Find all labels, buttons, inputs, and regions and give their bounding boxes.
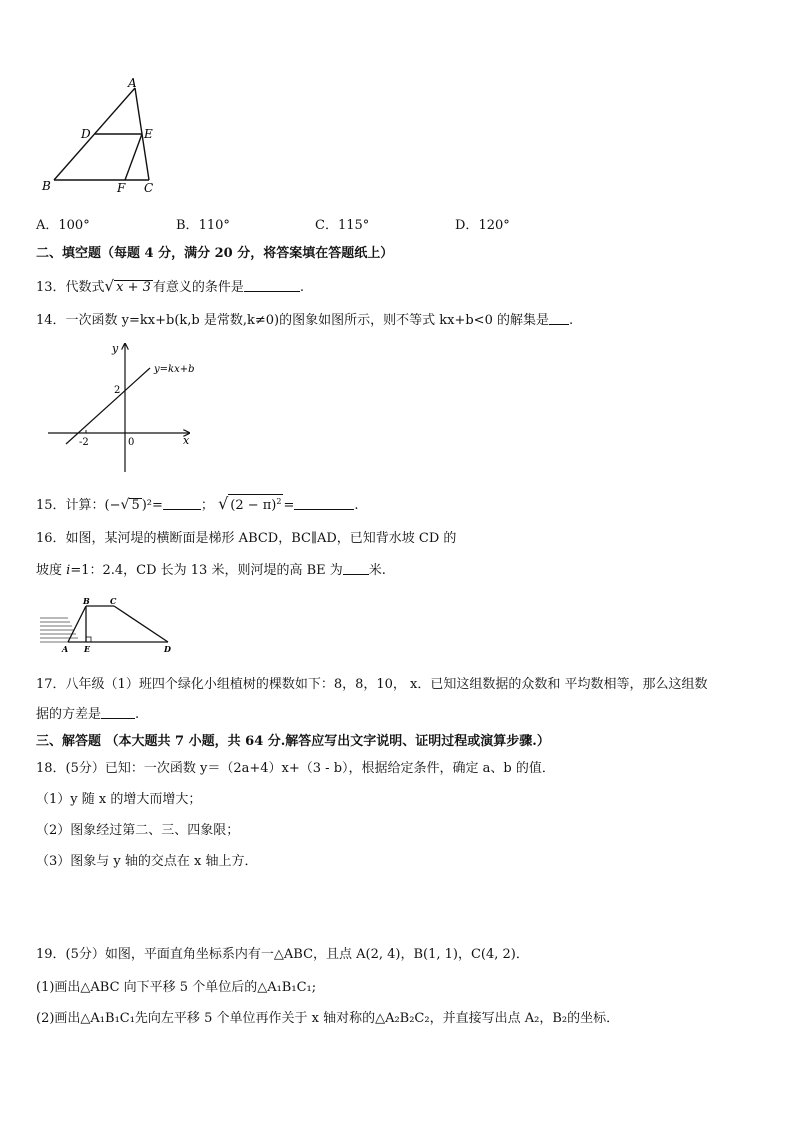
question-14 <box>36 312 573 330</box>
q15-pre: 15．计算：(− <box>36 498 121 513</box>
x-axis-label: x <box>183 434 190 447</box>
question-18-part2: （2）图象经过第二、三、四象限； <box>36 823 240 838</box>
label-D: D <box>81 127 91 141</box>
q13-end: . <box>299 280 305 295</box>
option-a-letter: A． <box>36 218 59 233</box>
question-19-part2: (2)画出△A₁B₁C₁先向左平移 5 个单位再作关于 x 轴对称的△A₂B₂C₂，并直接写出点 A₂，B₂的坐标． <box>36 1011 620 1026</box>
q15-sep: ； <box>200 498 214 513</box>
q15-sqrt-icon-2: √ <box>218 494 229 513</box>
q13-answer-blank[interactable] <box>244 279 300 292</box>
label-A: A <box>128 78 137 90</box>
dam-cross-section-figure <box>38 596 178 656</box>
q13-post: 有意义的条件是 <box>152 280 244 295</box>
question-19-stem: 19．(5分）如图，平面直角坐标系内有一△ABC，且点 A(2, 4)，B(1, 1)，C(4, 2)． <box>36 947 529 962</box>
q16-a: 坡度 <box>36 563 67 578</box>
dam-label-B: B <box>83 596 90 606</box>
y-axis-label: y <box>112 342 119 355</box>
q13-pre: 13．代数式 <box>36 280 105 295</box>
q15-sqrt-icon: √ <box>120 497 130 513</box>
origin-label: 0 <box>128 437 135 448</box>
question-18-part3: （3）图象与 y 轴的交点在 x 轴上方． <box>36 854 258 869</box>
q16-i: i <box>66 563 71 578</box>
line-label: y=kx+b <box>154 364 195 375</box>
option-b-value: 110° <box>198 218 230 233</box>
option-d[interactable] <box>455 214 510 233</box>
q14-end: . <box>568 313 574 328</box>
q15-answer-blank-1[interactable] <box>163 497 201 510</box>
q16-answer-blank[interactable] <box>343 562 369 575</box>
triangle-figure <box>36 78 166 196</box>
question-16-line2 <box>36 562 386 580</box>
question-18-stem: 18．(5分）已知：一次函数 y＝（2a+4）x+（3 - b），根据给定条件，确定 a、b 的值． <box>36 761 555 776</box>
q13-radicand: x + 3 <box>116 280 151 295</box>
option-a[interactable] <box>36 214 90 233</box>
question-18-part1: （1）y 随 x 的增大而增大； <box>36 792 202 807</box>
q16-b: =1：2.4，CD 长为 13 米，则河堤的高 BE 为 <box>70 563 343 578</box>
q15-exponent: 2 <box>276 497 282 506</box>
q15-radicand-2-body: (2 − π) <box>230 498 277 513</box>
q15-radicand-2 <box>228 494 283 513</box>
q17-answer-blank[interactable] <box>101 706 135 719</box>
option-b[interactable] <box>176 214 230 233</box>
question-16-line1: 16．如图，某河堤的横断面是梯形 ABCD，BC∥AD，已知背水坡 CD 的 <box>36 531 457 546</box>
option-c-value: 115° <box>337 218 370 233</box>
q17-end: . <box>135 707 140 722</box>
dam-label-A: A <box>62 644 69 654</box>
option-c[interactable] <box>315 214 369 233</box>
q17-line2: 据的方差是 <box>36 707 102 722</box>
option-c-letter: C． <box>315 218 338 233</box>
label-B: B <box>42 179 51 193</box>
question-19-part1: (1)画出△ABC 向下平移 5 个单位后的△A₁B₁C₁; <box>36 980 317 995</box>
question-17-line2 <box>36 706 139 724</box>
question-15 <box>36 494 359 515</box>
section2-heading: 二、填空题（每题 4 分，满分 20 分，将答案填在答题纸上） <box>36 246 394 261</box>
q15-mid: )²= <box>141 498 163 513</box>
q14-text: 14．一次函数 y=kx+b(k,b 是常数,k≠0)的图象如图所示，则不等式 kx+b<0 的解集是 <box>36 313 549 328</box>
question-13 <box>36 277 304 297</box>
question-17-line1: 17．八年级（1）班四个绿化小组植树的棵数如下：8，8，10， x．已知这组数据的众数和 平均数相等，那么这组数 <box>36 677 708 692</box>
label-C: C <box>144 181 154 195</box>
dam-label-D: D <box>164 644 171 654</box>
label-E: E <box>144 127 153 141</box>
x-intercept-label: -2 <box>79 437 89 448</box>
q15-end: . <box>354 498 359 513</box>
q15-eq: = <box>283 498 295 513</box>
q14-answer-blank[interactable] <box>549 312 569 325</box>
q13-sqrt-icon: √ <box>104 277 115 295</box>
label-F: F <box>117 181 126 195</box>
option-d-value: 120° <box>478 218 510 233</box>
option-a-value: 100° <box>58 218 90 233</box>
q15-radicand-1: 5 <box>131 498 140 513</box>
section3-heading: 三、解答题 （本大题共 7 小题，共 64 分.解答应写出文字说明、证明过程或演算步骤.） <box>36 734 550 749</box>
q16-c: 米. <box>368 563 386 578</box>
dam-label-C: C <box>110 596 117 606</box>
q15-answer-blank-2[interactable] <box>294 497 354 510</box>
linear-function-graph <box>44 338 204 476</box>
dam-label-E: E <box>84 644 91 654</box>
option-b-letter: B． <box>176 218 199 233</box>
option-d-letter: D． <box>455 218 479 233</box>
y-intercept-label: 2 <box>114 385 121 396</box>
